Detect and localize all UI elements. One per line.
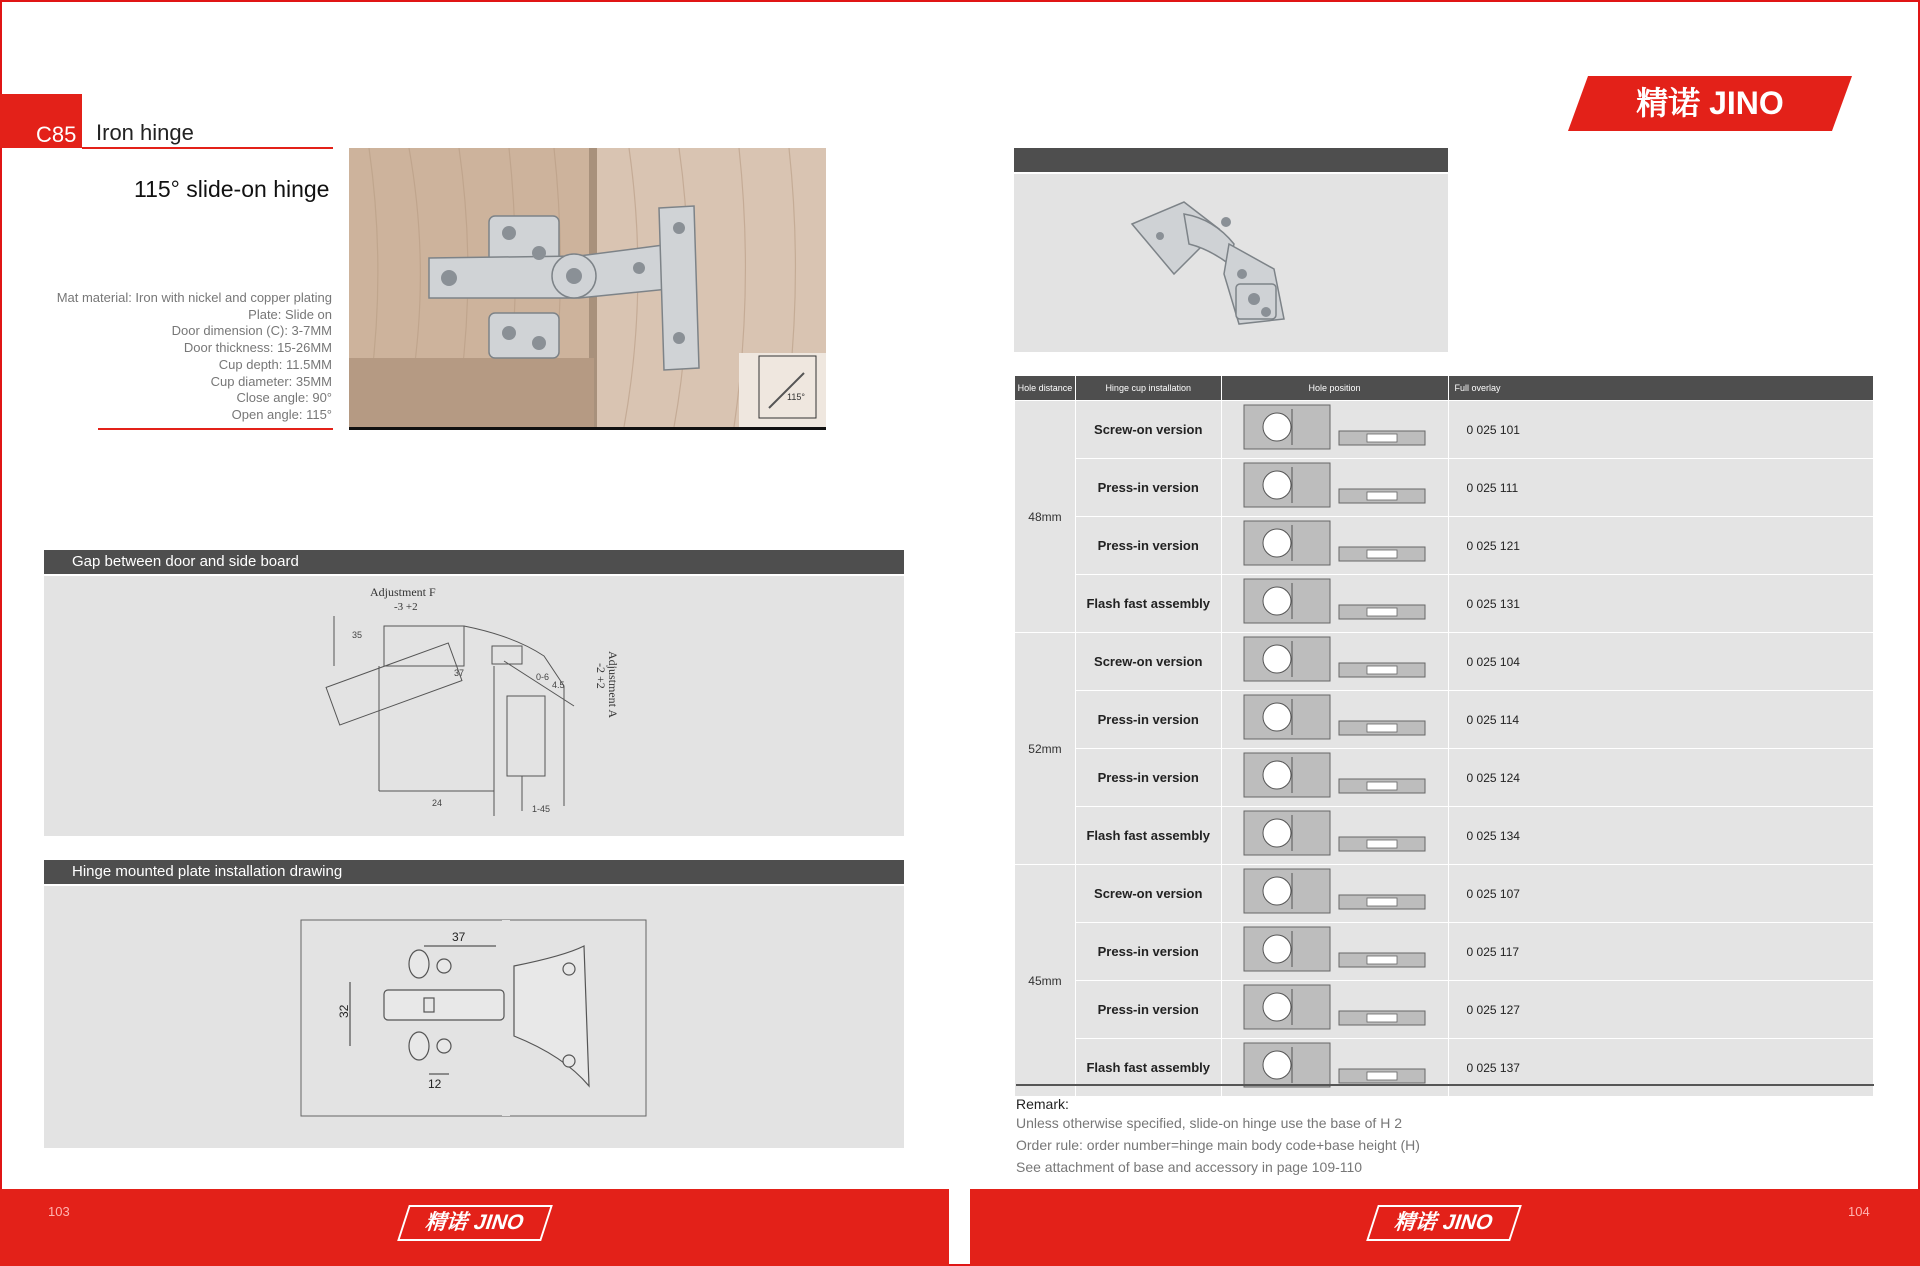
adjustment-f-label: Adjustment F (370, 585, 436, 599)
full-overlay-code-cell: 0 025 137 (1448, 1039, 1873, 1097)
remark-line: Unless otherwise specified, slide-on hinge use the base of H 2 (1016, 1115, 1402, 1131)
full-overlay-code-cell: 0 025 107 (1448, 865, 1873, 923)
photo-baseline (349, 427, 826, 430)
hole-position-cell (1221, 459, 1448, 517)
col-header-hole-distance: Hole distance (1015, 376, 1076, 401)
remark-title: Remark: (1016, 1096, 1069, 1112)
full-overlay-code-cell: 0 025 134 (1448, 807, 1873, 865)
gap-diagram-panel (44, 576, 904, 836)
cup-installation-cell: Press-in version (1075, 459, 1221, 517)
adjustment-f-range: -3 +2 (394, 601, 418, 613)
hole-position-cell (1221, 401, 1448, 459)
product-subtitle: 115° slide-on hinge (134, 176, 330, 202)
footer-logo-left: 精诺 JINO (397, 1205, 553, 1241)
full-overlay-code-cell: 0 025 121 (1448, 517, 1873, 575)
col-header-hole-position: Hole position (1221, 376, 1448, 401)
spec-line: Mat material: Iron with nickel and copper plating (56, 290, 332, 305)
table-row (1015, 575, 1874, 633)
dim-label: 4.5 (552, 680, 565, 690)
spec-line: Door thickness: 15-26MM (183, 340, 332, 356)
page-number-right: 104 (1848, 1204, 1870, 1219)
hole-position-cell (1221, 517, 1448, 575)
product-image-header (1014, 148, 1448, 172)
plate-section-header: Hinge mounted plate installation drawing (44, 860, 904, 884)
hinge-image (1014, 174, 1448, 352)
hole-position-cell (1221, 1039, 1448, 1097)
spec-underline (98, 428, 333, 430)
cup-installation-cell: Press-in version (1075, 749, 1221, 807)
product-code: C85 (36, 122, 77, 147)
hole-position-cell (1221, 749, 1448, 807)
remark-block (1016, 1112, 1420, 1178)
hole-position-cell (1221, 981, 1448, 1039)
plate-dim-top: 37 (452, 930, 466, 944)
table-row (1015, 459, 1874, 517)
cup-installation-cell: Press-in version (1075, 923, 1221, 981)
plate-diagram-panel (44, 886, 904, 1148)
hole-position-cell (1221, 575, 1448, 633)
full-overlay-code-cell: 0 025 127 (1448, 981, 1873, 1039)
hole-position-cell (1221, 923, 1448, 981)
table-row (1015, 633, 1874, 691)
full-overlay-code-cell: 0 025 111 (1448, 459, 1873, 517)
table-row (1015, 981, 1874, 1039)
hole-position-cell (1221, 807, 1448, 865)
full-overlay-code-cell: 0 025 117 (1448, 923, 1873, 981)
adjustment-a-range: -2 +2 (594, 663, 608, 689)
plate-dim-side: 32 (337, 1004, 351, 1018)
dim-label: 35 (352, 630, 363, 640)
table-header-row (1015, 376, 1874, 401)
full-overlay-code-cell: 0 025 131 (1448, 575, 1873, 633)
dim-label: 37 (454, 668, 465, 678)
dim-label: 24 (432, 798, 443, 808)
title-underline (82, 147, 333, 149)
hole-distance-cell: 45mm (1015, 865, 1076, 1097)
table-row (1015, 401, 1874, 459)
hole-position-cell (1221, 865, 1448, 923)
gap-section-header: Gap between door and side board (44, 550, 904, 574)
product-image-panel (1014, 174, 1448, 352)
dim-label: 0-6 (536, 672, 550, 682)
table-row (1015, 1039, 1874, 1097)
full-overlay-code-cell: 0 025 114 (1448, 691, 1873, 749)
cup-installation-cell: Press-in version (1075, 981, 1221, 1039)
table-row (1015, 749, 1874, 807)
cup-installation-cell: Screw-on version (1075, 401, 1221, 459)
table-row (1015, 865, 1874, 923)
spec-line: Door dimension (C): 3-7MM (171, 323, 332, 339)
remark-divider (1016, 1084, 1874, 1086)
hole-distance-cell: 48mm (1015, 401, 1076, 633)
adjustment-a-label: Adjustment A (606, 651, 620, 719)
cup-installation-cell: Screw-on version (1075, 633, 1221, 691)
col-header-cup-installation: Hinge cup installation (1075, 376, 1221, 401)
spec-line: Cup diameter: 35MM (210, 373, 332, 389)
spec-line: Close angle: 90° (236, 390, 332, 406)
full-overlay-code-cell: 0 025 124 (1448, 749, 1873, 807)
cup-installation-cell: Flash fast assembly (1075, 807, 1221, 865)
full-overlay-code-cell: 0 025 101 (1448, 401, 1873, 459)
cup-installation-cell: Flash fast assembly (1075, 575, 1221, 633)
order-table (1014, 375, 1874, 1097)
dim-label: 1-45 (532, 804, 551, 814)
spec-line: Plate: Slide on (248, 306, 332, 322)
table-row (1015, 923, 1874, 981)
cup-installation-cell: Screw-on version (1075, 865, 1221, 923)
cup-installation-cell: Flash fast assembly (1075, 1039, 1221, 1097)
product-photo (349, 148, 826, 427)
spec-line: Cup depth: 11.5MM (218, 356, 332, 372)
table-row (1015, 691, 1874, 749)
table-row (1015, 517, 1874, 575)
remark-line: See attachment of base and accessory in page 109-110 (1016, 1159, 1363, 1175)
remark-line: Order rule: order number=hinge main body code+base height (H) (1016, 1137, 1420, 1153)
hole-position-cell (1221, 633, 1448, 691)
header-logo: 精诺 JINO (1636, 85, 1784, 121)
col-header-full-overlay: Full overlay (1448, 376, 1873, 401)
hole-position-cell (1221, 691, 1448, 749)
full-overlay-code-cell: 0 025 104 (1448, 633, 1873, 691)
spec-list (30, 290, 332, 424)
table-row (1015, 807, 1874, 865)
spec-line: Open angle: 115° (231, 406, 332, 422)
footer-logo-right: 精诺 JINO (1366, 1205, 1522, 1241)
hole-distance-cell: 52mm (1015, 633, 1076, 865)
product-title: Iron hinge (96, 120, 194, 145)
inset-angle-label: 115° (787, 392, 805, 402)
page-number-left: 103 (48, 1204, 70, 1219)
plate-dim-bottom: 12 (428, 1077, 442, 1091)
cup-installation-cell: Press-in version (1075, 691, 1221, 749)
cup-installation-cell: Press-in version (1075, 517, 1221, 575)
